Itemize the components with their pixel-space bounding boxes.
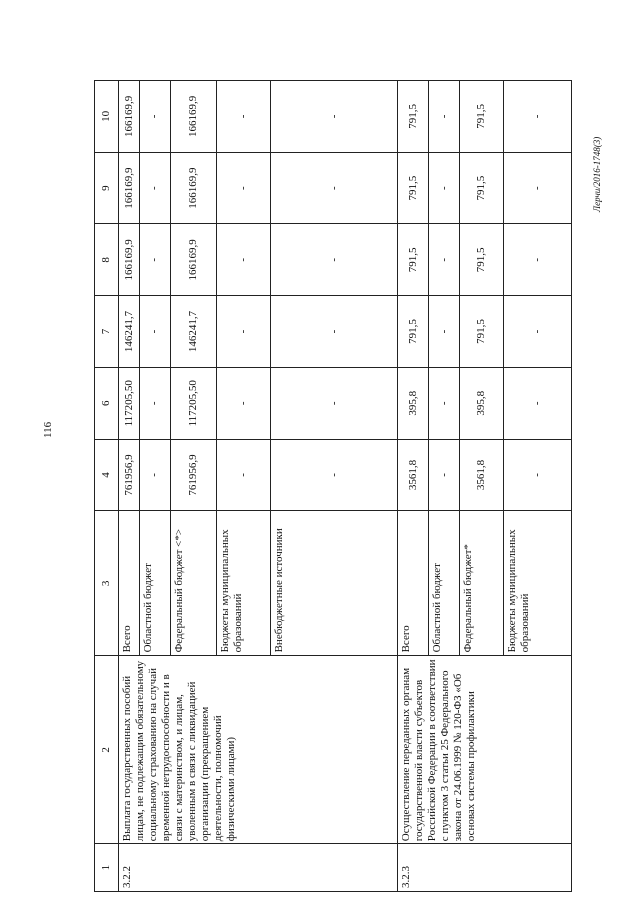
value-cell: 166169,9 <box>171 224 217 296</box>
value-cell: 791,5 <box>397 81 428 153</box>
value-cell: 791,5 <box>460 224 504 296</box>
value-cell: 166169,9 <box>171 81 217 153</box>
value-cell: 791,5 <box>397 224 428 296</box>
value-cell: - <box>139 81 170 153</box>
funding-source: Областной бюджет <box>429 511 460 656</box>
value-cell: - <box>271 152 398 224</box>
header-cell: 7 <box>95 296 119 368</box>
value-cell: - <box>217 152 271 224</box>
value-cell: - <box>503 296 571 368</box>
funding-source: Всего <box>119 511 140 656</box>
value-cell: 117205,50 <box>171 367 217 439</box>
value-cell: - <box>139 296 170 368</box>
value-cell: 791,5 <box>397 152 428 224</box>
value-cell: - <box>429 81 460 153</box>
header-cell: 3 <box>95 511 119 656</box>
value-cell: 146241,7 <box>171 296 217 368</box>
value-cell: - <box>429 439 460 511</box>
header-cell: 1 <box>95 844 119 892</box>
value-cell: 166169,9 <box>119 152 140 224</box>
value-cell: - <box>139 439 170 511</box>
funding-source: Всего <box>397 511 428 656</box>
header-cell: 8 <box>95 224 119 296</box>
value-cell: - <box>217 439 271 511</box>
page-number: 116 <box>42 421 54 438</box>
header-cell: 9 <box>95 152 119 224</box>
value-cell: 761956,9 <box>171 439 217 511</box>
table-row <box>119 81 140 892</box>
funding-source: Внебюджетные источники <box>271 511 398 656</box>
header-row <box>95 81 119 892</box>
value-cell: 761956,9 <box>119 439 140 511</box>
header-cell: 10 <box>95 81 119 153</box>
value-cell: 3561,8 <box>397 439 428 511</box>
value-cell: 166169,9 <box>119 81 140 153</box>
item-description: Осуществление переданных органам государственной власти субъектов Российской Федерации в соответствии с пунктом 3 статьи 25 Федерального закона от 24.06.1999 № 120-ФЗ «Об основах системы профилактики <box>397 656 571 844</box>
value-cell: - <box>271 224 398 296</box>
value-cell: 395,8 <box>460 367 504 439</box>
value-cell: - <box>271 81 398 153</box>
item-number: 3.2.3 <box>397 844 571 892</box>
value-cell: - <box>271 439 398 511</box>
document-code: Лерчи/2016-1748(3) <box>592 136 602 212</box>
value-cell: - <box>503 439 571 511</box>
value-cell: - <box>503 152 571 224</box>
value-cell: 791,5 <box>460 296 504 368</box>
header-cell: 4 <box>95 439 119 511</box>
value-cell: - <box>503 224 571 296</box>
value-cell: 395,8 <box>397 367 428 439</box>
value-cell: - <box>139 224 170 296</box>
value-cell: 146241,7 <box>119 296 140 368</box>
value-cell: - <box>429 296 460 368</box>
value-cell: - <box>271 296 398 368</box>
table-row <box>397 81 428 892</box>
value-cell: - <box>139 367 170 439</box>
funding-source: Федеральный бюджет* <box>460 511 504 656</box>
header-cell: 6 <box>95 367 119 439</box>
value-cell: - <box>429 367 460 439</box>
value-cell: 791,5 <box>460 152 504 224</box>
funding-source: Бюджеты муниципальных образований <box>217 511 271 656</box>
value-cell: - <box>217 81 271 153</box>
table-body <box>95 81 572 892</box>
value-cell: 791,5 <box>397 296 428 368</box>
value-cell: - <box>429 152 460 224</box>
value-cell: - <box>139 152 170 224</box>
value-cell: 3561,8 <box>460 439 504 511</box>
item-description: Выплата государственных пособий лицам, не подлежащим обязательному социальному страхованию на случай временной нетрудоспособности и в связи с материнством, и лицам, уволенным в связи с ликвидацией организации (прекращением деятельности, полномочий физическими лицами) <box>119 656 398 844</box>
budget-table-frame <box>94 80 572 892</box>
value-cell: - <box>503 81 571 153</box>
value-cell: 166169,9 <box>119 224 140 296</box>
funding-source: Бюджеты муниципальных образований <box>503 511 571 656</box>
value-cell: - <box>217 224 271 296</box>
value-cell: - <box>217 367 271 439</box>
value-cell: 117205,50 <box>119 367 140 439</box>
header-cell: 2 <box>95 656 119 844</box>
funding-source: Областной бюджет <box>139 511 170 656</box>
value-cell: - <box>217 296 271 368</box>
value-cell: - <box>429 224 460 296</box>
budget-table <box>94 80 572 892</box>
item-number: 3.2.2 <box>119 844 398 892</box>
funding-source: Федеральный бюджет <*> <box>171 511 217 656</box>
value-cell: - <box>271 367 398 439</box>
value-cell: 791,5 <box>460 81 504 153</box>
value-cell: 166169,9 <box>171 152 217 224</box>
value-cell: - <box>503 367 571 439</box>
